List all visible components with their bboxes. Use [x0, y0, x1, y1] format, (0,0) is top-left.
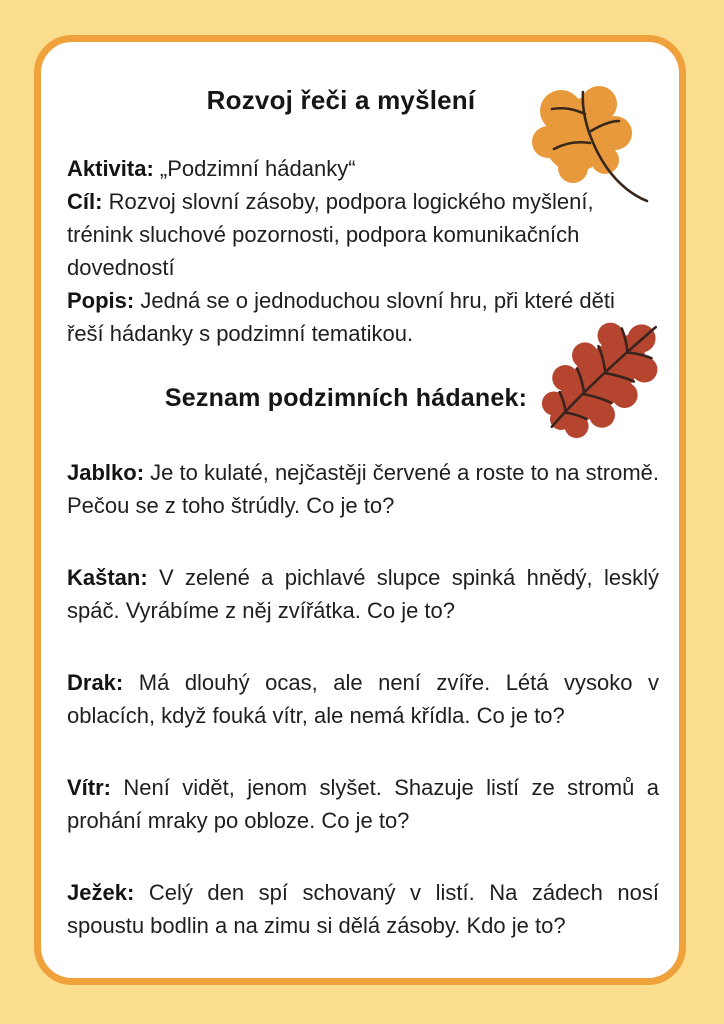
info-activity-label: Aktivita: [67, 156, 154, 181]
info-description-text: Jedná se o jednoduchou slovní hru, při které děti řeší hádanky s podzimní tematikou. [67, 288, 615, 346]
activity-card [34, 35, 686, 985]
info-activity [67, 152, 639, 185]
riddle-jezek-label: Ježek: [67, 880, 135, 905]
info-activity-text: „Podzimní hádanky“ [153, 156, 356, 181]
section-subtitle: Seznam podzimních hádanek: [164, 384, 528, 412]
riddle-vitr-label: Vítr: [67, 775, 111, 800]
riddle-jablko-label: Jablko: [67, 460, 145, 485]
riddle-drak-label: Drak: [67, 670, 124, 695]
page-title: Rozvoj řeči a myšlení [206, 85, 476, 115]
info-description [67, 284, 639, 350]
riddle-vitr-text: Není vidět, jenom slyšet. Shazuje listí ze stromů a prohání mraky po obloze. Co je to? [67, 775, 659, 833]
riddle-jezek-text: Celý den spí schovaný v listí. Na zádech nosí spoustu bodlin a na zimu si dělá zásoby. Kdo je to? [67, 880, 659, 938]
info-goal-label: Cíl: [67, 189, 103, 214]
riddle-kastan [67, 561, 659, 627]
card-content [41, 42, 679, 942]
riddle-drak-text: Má dlouhý ocas, ale není zvíře. Létá vysoko v oblacích, když fouká vítr, ale nemá křídla. Co je to? [67, 670, 659, 728]
riddle-jablko [67, 456, 659, 522]
riddle-list [67, 456, 659, 942]
info-goal [67, 185, 639, 284]
info-block [67, 152, 639, 350]
riddle-jezek [67, 876, 659, 942]
riddle-kastan-text: V zelené a pichlavé slupce spinká hnědý, lesklý spáč. Vyrábíme z něj zvířátka. Co je to? [67, 565, 659, 623]
riddle-drak [67, 666, 659, 732]
riddle-jablko-text: Je to kulaté, nejčastěji červené a roste to na stromě. Pečou se z toho štrúdly. Co je to? [67, 460, 659, 518]
riddle-vitr [67, 771, 659, 837]
info-description-label: Popis: [67, 288, 135, 313]
info-goal-text: Rozvoj slovní zásoby, podpora logického myšlení, trénink sluchové pozornosti, podpora komunikačních dovedností [67, 189, 594, 280]
riddle-kastan-label: Kaštan: [67, 565, 148, 590]
